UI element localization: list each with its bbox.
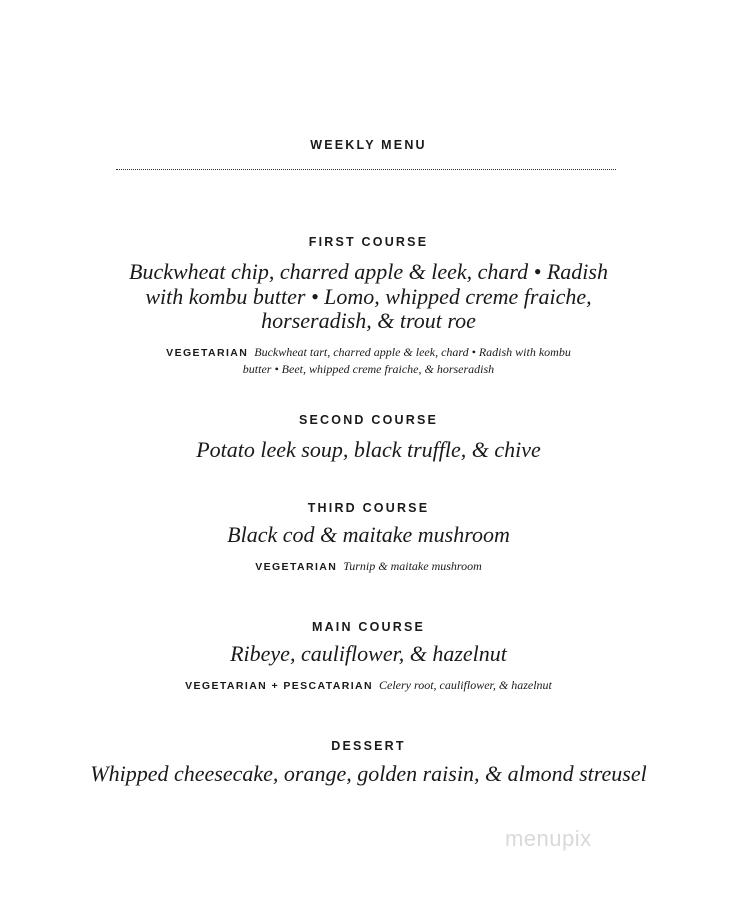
course-dish: Black cod & maitake mushroom xyxy=(227,522,510,547)
course-heading: DESSERT xyxy=(331,739,406,753)
vegetarian-option xyxy=(154,344,584,377)
dotted-divider xyxy=(116,169,616,170)
course-heading: THIRD COURSE xyxy=(307,501,430,515)
course-section-dessert xyxy=(0,738,737,787)
variant-label: VEGETARIAN xyxy=(255,560,338,573)
menu-title: WEEKLY MENU xyxy=(310,138,427,152)
course-section-second xyxy=(0,412,737,463)
variant-dish: Celery root, cauliflower, & hazelnut xyxy=(379,677,552,692)
variant-dish: Turnip & maitake mushroom xyxy=(343,558,482,573)
menupix-watermark: menupix xyxy=(505,826,592,851)
vegetarian-pescatarian-option xyxy=(19,677,719,694)
variant-label: VEGETARIAN xyxy=(166,346,249,359)
course-section-first xyxy=(0,234,737,377)
course-dish: Buckwheat chip, charred apple & leek, chard • Radish with kombu butter • Lomo, whipped creme fraiche, horseradish, & trout roe xyxy=(129,259,608,333)
vegetarian-option xyxy=(19,558,719,575)
variant-label: VEGETARIAN + PESCATARIAN xyxy=(185,679,374,692)
course-dish: Potato leek soup, black truffle, & chive xyxy=(196,437,541,462)
course-dish: Whipped cheesecake, orange, golden raisin, & almond streusel xyxy=(90,761,647,786)
course-dish: Ribeye, cauliflower, & hazelnut xyxy=(230,641,507,666)
course-section-main xyxy=(0,619,737,694)
course-heading: MAIN COURSE xyxy=(311,620,426,634)
variant-dish: Buckwheat tart, charred apple & leek, chard • Radish with kombu butter • Beet, whipped creme fraiche, & horseradish xyxy=(242,344,571,376)
course-heading: SECOND COURSE xyxy=(298,413,439,427)
course-section-third xyxy=(0,500,737,575)
course-heading: FIRST COURSE xyxy=(308,235,429,249)
